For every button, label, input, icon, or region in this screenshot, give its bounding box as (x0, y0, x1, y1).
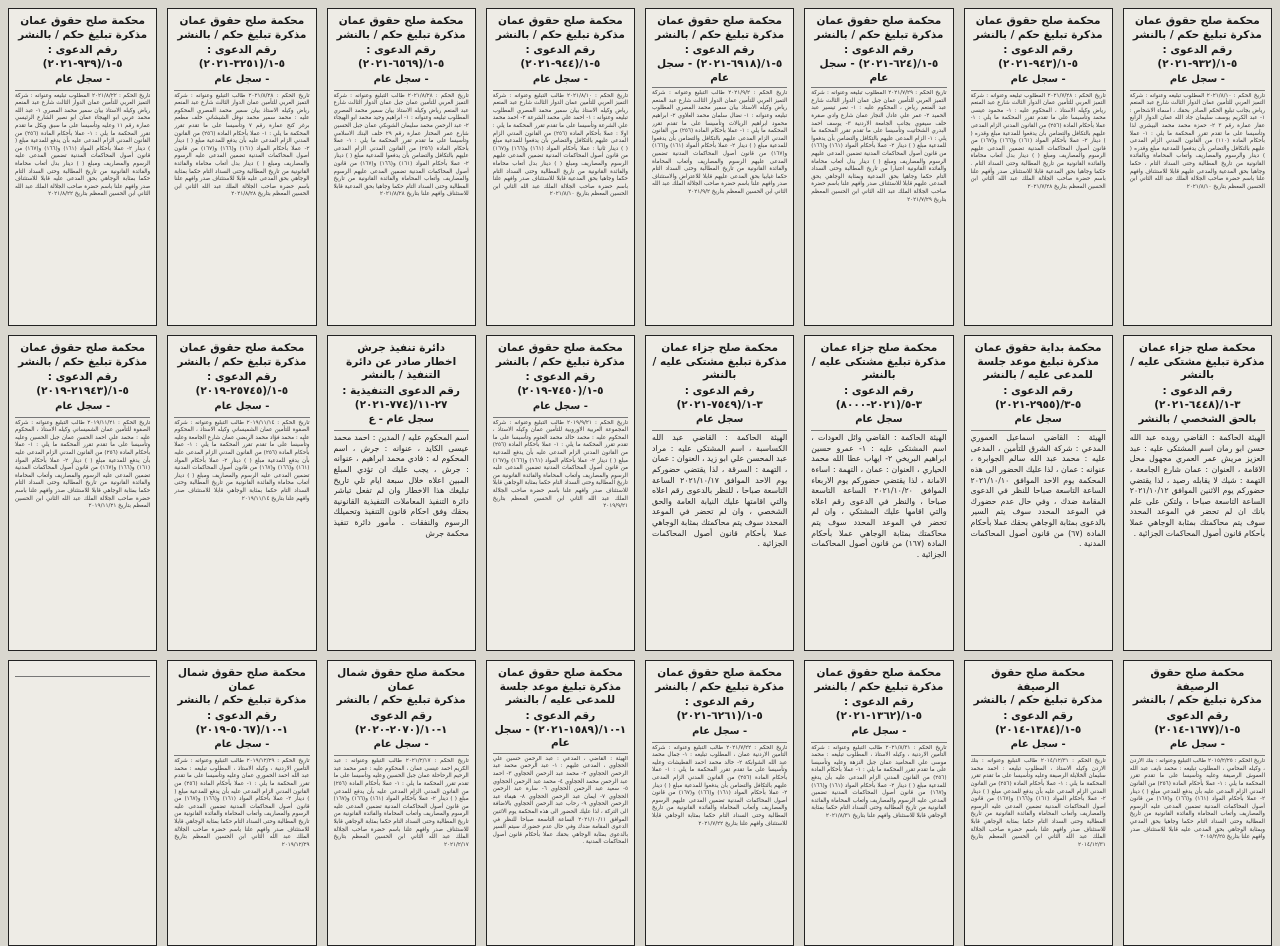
notice-type: مذكرة تبليغ حكم / بالنشر (1132, 28, 1262, 41)
register-label: - سجل عام (1010, 739, 1066, 751)
court-notice-8 (8, 8, 157, 326)
notice-body-text: تاريخ الحكم : ٢٠١٩/١١/٢١ طالب التبليغ وعنوانه : شركة الصفوة للتأمين عمان الشميساني وكيله الاستاذ ، المحكوم عليه : محمد علي احمد الحسن عمان جبل الحسين وعليه وتأسيسا على ما تقدم تقرر المحكمة ما يلي : ١- عملا بأحكام المادة (٢٥٦) من القانون المدني الزام المدعى عليه بأن يدفع للمدعية مبلغ ( ) دينار ٢- عملا بأحكام المواد (١٦١) و(١٦٦) و(١٦٧) من قانون أصول المحاكمات المدنية تضمين المدعى عليه الرسوم والمصاريف وأتعاب المحاماة والفائدة القانونية من تاريخ المطالبة وحتى السداد التام حكما بمثابة الوجاهي قابلا للاستئناف صدر وافهم علنا باسم حضرة صاحب الجلالة الملك عبد الله الثاني ابن الحسين المعظم بتاريخ ٢٠١٩/١١/٢١ (15, 419, 151, 510)
notice-type: مذكرة تبليغ مشتكى عليه / بالنشر (811, 355, 946, 382)
register-label: - سجل عام (1169, 73, 1225, 85)
notice-type: مذكرة تبليغ حكم / بالنشر (655, 680, 785, 693)
court-name: محكمة بداية حقوق عمان (974, 342, 1102, 354)
notice-body-text: تاريخ الحكم : ٢٠٢١/٨/٢٨ طالب التبليغ وعنوانه : شركة التميز العربي للتأمين عمان الدوار الثالث شارع عبد المنعم رياض وكيله الاستاذ بيان سمير محمد المصري المحكوم عليه : محمد سمير محمد نوفل الشيشاني خلف مطعم برغر كنج عمارة رقم ٧ وتأسيسا على ما تقدم تقرر المحكمة ما يلي : ١- عملا بأحكام المادة (٢٥٦) من القانون المدني الزام المدعى عليه بأن يدفع للمدعية مبلغ ( ) دينار ٢- عملا بأحكام المواد (١٦١) و(١٦٦) و(١٦٧) من قانون أصول المحاكمات المدنية تضمين المدعى عليه الرسوم والمصاريف ومبلغ ( ) دينار بدل أتعاب محاماة والفائدة القانونية من تاريخ المطالبة وحتى السداد التام حكما بمثابة الوجاهي بحق المدعى عليه قابلا للاستئناف صدر وافهم علنا باسم حضرة صاحب الجلالة الملك عبد الله الثاني ابن الحسين المعظم بتاريخ ٢٠٢١/٨/٢٨ (174, 92, 310, 198)
court-notice-9 (1123, 335, 1272, 651)
notice-type: مذكرة تبليغ حكم / بالنشر (973, 694, 1103, 707)
case-number: رقم الدعوى : ٥-١/(٦٢٤-٢٠٢١) - سجل عام (819, 44, 939, 84)
divider (1130, 90, 1265, 91)
notice-body-text: الهيئة الحاكمة : القاضي رويده عبد الله حسن ابو رمان اسم المشتكى عليه : عبد العزيز مريش عمر العمري مجهول محل الاقامة ، العنوان : عمان شارع الجامعة ، التهمة : شيك لا يقابله رصيد ، لذا يقتضي حضوركم يوم الاثنين الموافق ٢٠٢١/١٠/١٢ الساعة التاسعة صباحا ، ولتكن على علم بانك ان لم تحضر في الموعد المحدد سوف يتم محاكمتك بمثابة الوجاهي عملا بأحكام قانون أصول المحاكمات الجزائية . (1129, 433, 1265, 538)
court-name: محكمة صلح حقوق عمان (816, 667, 942, 679)
case-number: رقم الدعوى : ١-١٠/(٥٠٦٧-٢٠١٩) (195, 709, 289, 736)
notice-body-text: تاريخ الحكم : ٢٠٢١/٧/٢٨ المطلوب تبليغه وعنوانه : شركة التميز العربي للتأمين عمان الدوار الثالث شارع عبد المنعم رياض وكيله الاستاذ ، المحكوم عليه : ١- محمود عيسى محمد وتأسيسا على ما تقدم تقرر المحكمة ما يلي : ١- عملا بأحكام المادة (٢٥٦) من القانون المدني الزام المدعى عليهم بالتكافل والتضامن بأن يدفعوا للمدعية مبلغ وقدره ( ) دينار ٢- عملا بأحكام المواد (١٦١) و(١٦٦) و(١٦٧) من قانون أصول المحاكمات المدنية تضمين المدعى عليهم الرسوم والمصاريف ومبلغ ( ) دينار بدل أتعاب محاماة والفائدة القانونية من تاريخ المطالبة وحتى السداد التام . حكما وجاهيا بحق المدعية قابلا للاستئناف صدر وأفهم علنا باسم حضرة صاحب الجلالة الملك عبد الله الثاني ابن الحسين المعظم بتاريخ ٢٠٢١/٧/٢٨ (970, 92, 1106, 190)
case-number: رقم الدعوى : ٥-١/(٩٤٣-٢٠٢١) (998, 44, 1079, 70)
court-notice-21 (486, 660, 635, 946)
case-number: رقم الدعوى : ١-١٠/(١٥٨٩-٢٠٢١) - سجل عام (494, 709, 627, 750)
register-label: - سجل عام (214, 73, 270, 85)
case-number: رقم الدعوى : ٥-١/(٩٤٤-٢٠٢١) (520, 44, 601, 70)
notice-body-text: الهيئة الحاكمة : القاضي وائل العودات ، اسم المشتكى عليه : ١- عمرو حسين ابراهيم البريخي ٢- ايهاب عطا الله محمد الحياري ، العنوان : عمان ، التهمة : اساءة الامانة ، لذا يقتضي حضوركم يوم الاربعاء الموافق ٢٠٢١/١٠/٢٠ الساعة التاسعة صباحا ، والنظر في الدعوى رقم اعلاه والتي اقامها عليك المشتكي ، وان لم تحضر في الموعد المحدد سوف يتم محاكمتك بمثابة الوجاهي عملا بأحكام المادة (١٦٧) من قانون أصول المحاكمات الجزائية . (811, 433, 947, 559)
notice-type: مذكرة تبليغ حكم / بالنشر (814, 680, 944, 693)
court-name: محكمة صلح حقوق عمان (497, 342, 623, 354)
notice-body-text: تاريخ الحكم : ٢٠١٩/٩/٢١ طالب التبليغ وعنوانه : شركة المجموعة العربية الاوروبية للتأمين عمان وكيله الاستاذ ، المحكوم عليه : محمد خالد محمد العتوم وتأسيسا على ما تقدم تقرر المحكمة ما يلي : ١- عملا بأحكام المادة (٢٥٦) من القانون المدني الزام المدعى عليه بأن يدفع للمدعية مبلغ ( ) دينار ٢- عملا بأحكام المواد (١٦١) و(١٦٦) و(١٦٧) من قانون أصول المحاكمات المدنية تضمين المدعى عليه الرسوم والمصاريف وأتعاب المحاماة والفائدة القانونية من تاريخ المطالبة وحتى السداد التام حكما بمثابة الوجاهي قابلا للاستئناف صدر وافهم علنا باسم حضرة صاحب الجلالة الملك عبد الله الثاني ابن الحسين المعظم بتاريخ ٢٠١٩/٩/٢١ (492, 419, 628, 510)
court-name: محكمة صلح حقوق عمان (816, 15, 942, 27)
court-notice-22 (327, 660, 476, 946)
notice-type: مذكرة تبليغ حكم / بالنشر (177, 694, 307, 707)
notice-body-text: الهيئة الحاكمة : القاضي عبد الله الكساسبة ، اسم المشتكى عليه : مراد عبد المحسن علي ابو زيد ، العنوان : عمان ، التهمة : السرقة ، لذا يقتضي حضوركم يوم الاحد الموافق ٢٠٢١/١٠/١٧ الساعة التاسعة صباحا ، للنظر بالدعوى رقم اعلاه والتي اقامتها عليك النيابة العامة والحق الشخصي ، وان لم تحضر في الموعد المحدد سوف يتم محاكمتك بمثابة الوجاهي عملا بأحكام قانون أصول المحاكمات الجزائية . (652, 433, 788, 549)
register-label: - سجل عام (373, 73, 429, 85)
court-name: محكمة صلح حقوق عمان (338, 15, 464, 27)
case-number: رقم الدعوى التنفيذية : ٢٧-١١/(٧٧٤-٢٠٢١) (342, 384, 460, 411)
notice-body-text: تاريخ الحكم : ٢٠١٩/١٢/٢٩ طالب التبليغ وعنوانه : شركة التأمين الاردنية ، وكيله الاستاذ ، المطلوب تبليغه : محمد عبد الله احمد الحموري عمان وعليه وتأسيسا على ما تقدم تقرر المحكمة ما يلي : ١- عملا بأحكام المادة (٢٥٦) من القانون المدني الزام المدعى عليه بأن يدفع للمدعية مبلغ ( ) دينار ٢- عملا بأحكام المواد (١٦١) و(١٦٦) و(١٦٧) من قانون أصول المحاكمات المدنية تضمين المدعى عليه الرسوم والمصاريف وأتعاب المحاماة والفائدة القانونية من تاريخ المطالبة وحتى السداد التام حكما بمثابة الوجاهي قابلا للاستئناف صدر وافهم علنا باسم حضرة صاحب الجلالة الملك عبد الله الثاني ابن الحسين المعظم بتاريخ ٢٠١٩/١٢/٢٩ (174, 758, 310, 848)
notice-type: مذكرة تبليغ مشتكى عليه / بالنشر (1130, 355, 1265, 382)
divider (334, 755, 469, 756)
notice-body-text: اسم المحكوم عليه / المدين : احمد محمد عيسى الكايد ، عنوانه : جرش ، اسم المحكوم له : فادي محمد ابراهيم ، عنوانه : جرش ، يجب عليك ان تؤدي المبلغ المبين اعلاه خلال سبعة ايام تلي تاريخ تبليغك هذا الاخطار وان لم تفعل تباشر دائرة التنفيذ المعاملات التنفيذية القانونية بحقك وفق احكام قانون التنفيذ وتحميلك الرسوم والنفقات . مأمور دائرة تنفيذ محكمة جرش (333, 433, 469, 538)
case-number: رقم الدعوى : ٣-١/(٧٥٤٩-٢٠٢١) (676, 384, 763, 411)
court-name: محكمة صلح حقوق عمان (1134, 15, 1260, 27)
court-notice-3 (804, 8, 953, 326)
divider (493, 90, 628, 91)
case-number: رقم الدعوى : ٥-١/(١٣٦٢-٢٠٢١) (835, 696, 923, 722)
notice-type: مذكرة تبليغ حكم / بالنشر (495, 28, 625, 41)
divider (1130, 755, 1265, 756)
court-name: محكمة صلح حقوق عمان (20, 15, 145, 27)
court-notice-6 (327, 8, 476, 326)
divider (652, 430, 787, 431)
divider (493, 417, 628, 418)
notice-type: مذكرة تبليغ حكم / بالنشر (177, 28, 307, 41)
divider (15, 90, 150, 91)
court-notice-19 (804, 660, 953, 946)
notice-body-text: الهيئة : القاضي ، المدعي : عبد الرحمن حسين علي الحجاوي ، المدعى عليهم : ١- عبد الرحمن محمد عبد الرحمن الحجاوي ٢- محمد عبد الرحمن الحجاوي ٣- احمد عبد الرحمن محمد الحجاوي ٤- محمد عبد الرحمن الحجاوي ٥- سعيد عبد الرحمن الحجاوي ٦- سارة عبد الرحمن الحجاوي ٧- ايمان عبد الرحمن الحجاوي ٨- هيفاء عبد الرحمن الحجاوي ٩- رحاب عبد الرحمن الحجاوي بالاضافة الى التركة ، لذا عليك الحضور الى هذه المحكمة يوم الاثنين الموافق ٢٠٢١/١٠/١١ الساعة التاسعة صباحا للنظر في الدعوى المقامة ضدك وفي حال عدم حضورك سيتم السير بالدعوى بمثابة الوجاهي بحقك عملا بأحكام قانون أصول المحاكمات المدنية . (492, 755, 628, 846)
register-label: - سجل عام (55, 400, 111, 412)
notice-type: مذكرة تبليغ حكم / بالنشر (495, 355, 625, 368)
notice-type: مذكرة تبليغ حكم / بالنشر (655, 28, 785, 41)
divider (652, 87, 787, 88)
notice-type: مذكرة تبليغ حكم / بالنشر (814, 28, 944, 41)
court-notice-23 (167, 660, 316, 946)
notice-type: مذكرة تبليغ حكم / بالنشر (177, 355, 307, 368)
court-name: محكمة صلح حقوق الرصيفة (991, 667, 1086, 693)
court-name: محكمة صلح حقوق عمان (497, 15, 623, 27)
court-notice-15 (167, 335, 316, 651)
court-notice-16 (8, 335, 157, 651)
divider (174, 417, 309, 418)
court-notice-20 (645, 660, 794, 946)
case-number: رقم الدعوى : ٥-١/(٩٣٢-٢٠٢١) (1157, 44, 1238, 70)
case-number: رقم الدعوى : ٥-١/(٩٣٩-٢٠٢١) (42, 44, 123, 70)
case-number: رقم الدعوى ١-١٠/(٢٠٧٠-٢٠٢٠) (354, 709, 448, 736)
divider (652, 742, 787, 743)
case-number: رقم الدعوى : ٥-١/(٧٤٥٠-٢٠١٩) (517, 371, 604, 397)
divider (971, 430, 1106, 431)
court-name: محكمة صلح جزاء عمان (661, 342, 778, 354)
court-name: محكمة صلح حقوق شمال عمان (177, 667, 306, 693)
divider (493, 753, 628, 754)
case-number: رقم الدعوى : ٥-١/(٢١٩٤٣-٢٠١٩) (36, 371, 129, 397)
court-notice-2 (964, 8, 1113, 326)
notice-type: اخطار صادر عن دائرة التنفيذ / بالنشر (346, 355, 457, 382)
divider (1130, 430, 1265, 431)
divider (334, 430, 469, 431)
register-label: - سجل عام (532, 400, 588, 412)
register-label: - سجل عام (1169, 739, 1225, 751)
notice-body-text: تاريخ الحكم : ٢٠١٥/٢/٢٥ طالب التبليغ وعنوانه : بنك الاردن ، وكيله المحامي ، المطلوب تبليغه : محمد نايف عبد الله العموش الرصيفة وعليه وتأسيسا على ما تقدم تقرر المحكمة ما يلي : ١- عملا بأحكام المادة (٢٥٦) من القانون المدني الزام المدعى عليه بأن يدفع للمدعي مبلغ ( ) دينار ٢- عملا بأحكام المواد (١٦١) و(١٦٦) و(١٦٧) من قانون أصول المحاكمات المدنية تضمين المدعى عليه الرسوم والمصاريف وأتعاب المحاماة والفائدة القانونية من تاريخ المطالبة وحتى السداد التام حكما وجاهيا بحق المدعي وبمثابة الوجاهي بحق المدعى عليه قابلا للاستئناف صدر وافهم علنا بتاريخ ٢٠١٥/٢/٢٥ (1129, 758, 1265, 841)
notice-type: مذكرة تبليغ حكم / بالنشر (336, 28, 466, 41)
case-number: رقم الدعوى : ٥-١/(٦٢٦١-٢٠٢١) (676, 696, 763, 722)
court-notice-14 (327, 335, 476, 651)
court-notice-12 (645, 335, 794, 651)
court-name: محكمة صلح حقوق عمان (657, 15, 782, 27)
register-label: بالحق الشخصي / بالنشر (1138, 414, 1257, 426)
court-notice-11 (804, 335, 953, 651)
divider (971, 90, 1106, 91)
court-name: دائرة تنفيذ جرش (357, 342, 445, 354)
case-number: رقم الدعوى : ٥-١/(٦٥٦٩-٢٠٢١) (357, 44, 445, 70)
notice-type: مذكرة تبليغ حكم / بالنشر (973, 28, 1103, 41)
court-notice-17 (1123, 660, 1272, 946)
court-name: محكمة صلح حقوق عمان (179, 15, 305, 27)
notice-body-text: الهيئة : القاضي اسماعيل العموري المدعي : شركة الشرق للتأمين ، المدعى عليه : محمد عبد الله سالم الجوابرة ، عنوانه : عمان ، لذا عليك الحضور الى هذه المحكمة يوم الاحد الموافق ٢٠٢١/١٠/١٠ الساعة التاسعة صباحا للنظر في الدعوى المقامة ضدك ، وفي حال عدم حضورك في الموعد المحدد سوف يتم السير بالدعوى بمثابة الوجاهي بحقك عملا بأحكام المادة (٦٧) من قانون أصول المحاكمات المدنية . (970, 433, 1106, 549)
case-number: رقم الدعوى : ٣-١/(٦٤٤٨-٢٠٢١) (1154, 384, 1241, 411)
register-label: سجل عام - ع (368, 414, 434, 426)
case-number: رقم الدعوى : ٥-١/(٢٥٧٤٥-٢٠١٩) (195, 371, 289, 397)
divider (811, 742, 946, 743)
divider (15, 676, 150, 677)
court-name: محكمة صلح جزاء عمان (1139, 342, 1256, 354)
court-notice-24 (8, 660, 157, 946)
court-name: محكمة صلح جزاء عمان (820, 342, 938, 354)
divider (811, 87, 946, 88)
notice-type: مذكرة تبليغ موعد جلسة للمدعى عليه / بالنشر (499, 680, 622, 707)
notice-type: مذكرة تبليغ مشتكى عليه / بالنشر (652, 355, 787, 382)
register-label: سجل عام (1014, 414, 1062, 426)
divider (174, 90, 309, 91)
register-label: - سجل عام (851, 725, 907, 737)
court-name: محكمة صلح حقوق شمال عمان (337, 667, 466, 693)
notice-body-text: تاريخ الحكم : ٢٠٢١/٨/٢٨ طالب التبليغ وعنوانه : شركة التميز العربي للتأمين عمان جبل عمان الدوار الثالث شارع عبد المنعم رياض وكيله الاستاذ بيان سمير محمد المصري المطلوب تبليغه وعنوانه : ١- ابراهيم وحيد محمد ابو الهيجاء ٢- عبد الرحمن محمد سليمان الشوبكي عمان جبل الحسين شارع عمر المختار عمارة رقم ٢٩ خلف البنك الاسلامي وتأسيسا على ما تقدم تقرر المحكمة ما يلي : ١- عملا بأحكام المادة (٢٥٦) من القانون المدني الزام المدعى عليهم بالتكافل والتضامن بأن يدفعوا للمدعية مبلغ ( ) دينار ٢- عملا بأحكام المواد (١٦١) و(١٦٦) و(١٦٧) من قانون أصول المحاكمات المدنية تضمين المدعى عليهم الرسوم والمصاريف وأتعاب المحاماة والفائدة القانونية من تاريخ المطالبة وحتى السداد التام حكما وجاهيا بحق المدعية قابلا للاستئناف وافهم علنا بتاريخ ٢٠٢١/٨/٢٨ (333, 92, 469, 198)
notice-body-text: تاريخ الحكم : ٢٠٢١/٧/٢٩ المطلوب تبليغه وعنوانه : شركة التميز العربي للتأمين عمان جبل عمان الدوار الثالث شارع عبد المنعم رياض ، المحكوم عليه : ١- نصر تيسير عبد الحميد ٢- عمر علي عادل النجار عمان شارع وادي صقرة خلف سيفوي بجانب الجامعة الاردنية ٣- يوسف احمد البدري الشحاتيت وتأسيسا على ما تقدم تقرر المحكمة ما يلي : ١- الزام المدعى عليهم بالتكافل والتضامن بأن يدفعوا للمدعية مبلغ ( ) دينار ٢- عملا بأحكام المواد (١٦١) و(١٦٦) من قانون أصول المحاكمات المدنية تضمين المدعى عليهم الرسوم والمصاريف ومبلغ ( ) دينار بدل أتعاب محاماة والفائدة القانونية اعتبارا من تاريخ المطالبة وحتى السداد التام حكما وجاهيا بحق المدعية وبمثابة الوجاهي بحق المدعى عليهم قابلا للاستئناف صدر وافهم علنا باسم حضرة صاحب الجلالة الملك عبد الله الثاني ابن الحسين المعظم بتاريخ ٢٠٢١/٧/٢٩ (811, 90, 947, 203)
notice-body-text: تاريخ الحكم : ٢٠٢١/٧/٢٢ طالب التبليغ وعنوانه : شركة التأمين الاردنية عمان ، المطلوب تبليغه : ١- جمال محمد عبد الله الشوابكة ٢- خالد محمد احمد القطيشات وعليه وتأسيسا على ما تقدم تقرر المحكمة ما يلي : ١- عملا بأحكام المادة (٢٥٦) من القانون المدني الزام المدعى عليهم بالتكافل والتضامن بأن يدفعوا للمدعية مبلغ ( ) دينار ٢- عملا بأحكام المواد (١٦١) و(١٦٦) و(١٦٧) من قانون أصول المحاكمات المدنية تضمين المدعى عليهم الرسوم والمصاريف وأتعاب المحاماة والفائدة القانونية من تاريخ المطالبة وحتى السداد التام حكما بمثابة الوجاهي قابلا للاستئناف وافهم علنا بتاريخ ٢٠٢١/٧/٢٢ (652, 744, 788, 827)
court-name: محكمة صلح حقوق عمان (975, 15, 1101, 27)
notice-type: مذكرة تبليغ موعد جلسة للمدعى عليه / بالنشر (977, 355, 1099, 382)
court-name: محكمة صلح حقوق عمان (179, 342, 305, 354)
notice-body-text: تاريخ الحكم : ٢٠٢١/٨/١٠ المطلوب تبليغه وعنوانه : شركة التميز العربي للتأمين عمان الدوار الثالث شارع عبد المنعم رياض بجانب تبليغ الحكم الصادر بحقك ، اسماء الاشخاص : ١- عبد الكريم يوسف سليمان جاد الله عمان الدوار الرابع عقار عمارة رقم ٣ ٢- حمزة محمد محمد البيشري لذا وتأسيسا على ما تقدم تقرر المحكمة ما يلي : ١- عملا بأحكام المادة (١١٠) من القانون المدني الزام المدعى عليهم بالتكافل والتضامن بأن يدفعوا للمدعية مبلغ وقدره ( ) دينار والرسوم والمصاريف وأتعاب المحاماة وبالفائدة القانونية من تاريخ المطالبة وحتى السداد التام ، حكما وجاهيا بحق المدعية والمدعى عليهم قابلا للاستئناف وافهم علنا باسم حضرة صاحب الجلالة الملك عبد الله الثاني ابن الحسين المعظم بتاريخ ٢٠٢١/٨/١٠ (1129, 92, 1265, 190)
register-label: - سجل عام (214, 400, 270, 412)
case-number: رقم الدعوى : ٥-٣/(٢٩٥٥-٢٠٢١) (994, 384, 1082, 411)
register-label: - سجل عام (373, 739, 429, 751)
court-name: محكمة صلح حقوق عمان (497, 667, 623, 679)
court-notice-18 (964, 660, 1113, 946)
case-number: رقم الدعوى : ٥-١/(٦٩١٨-٢٠٢١) - سجل عام (657, 44, 783, 84)
notice-body-text: تاريخ الحكم : ٢٠١٩/١١/١٤ طالب التبليغ وعنوانه : شركة الصفوة للتأمين عمان الشميساني وكيله الاستاذ ، المحكوم عليه : محمد فؤاد محمد الربضي عمان شارع الجامعة وعليه وتأسيسا على ما تقدم تقرر المحكمة ما يلي : ١- عملا بأحكام المادة (٢٥٦) من القانون المدني الزام المدعى عليه بأن يدفع للمدعية مبلغ ( ) دينار ٢- عملا بأحكام المواد (١٦١) و(١٦٦) و(١٦٧) من قانون أصول المحاكمات المدنية تضمين المدعى عليه الرسوم والمصاريف ومبلغ ( ) دينار أتعاب محاماة والفائدة القانونية من تاريخ المطالبة وحتى السداد التام حكما بمثابة الوجاهي قابلا للاستئناف صدر وافهم علنا بتاريخ ٢٠١٩/١١/١٤ (174, 419, 310, 502)
court-notice-1 (1123, 8, 1272, 326)
notice-type: مذكرة تبليغ حكم / بالنشر (1132, 694, 1262, 707)
register-label: - سجل عام (55, 73, 111, 85)
notice-body-text: تاريخ الحكم : ٢٠٢١/٩/٢ طالب التبليغ وعنوانه : شركة التميز العربي للتأمين عمان الدوار الثالث شارع عبد المنعم رياض وكيله الاستاذ بيان سمير محمد المصري المطلوب تبليغه وعنوانه : ١- نضال سلمان محمد العلاوي ٢- ابراهيم محمود ابراهيم الريالات وتأسيسا على ما تقدم تقرر المحكمة ما يلي : ١- عملا بأحكام المادة (٢٥٦) من القانون المدني الزام المدعى عليهم بالتكافل والتضامن بأن يدفعوا للمدعية مبلغ ( ) دينار ٢- عملا بأحكام المواد (١٦١) و(١٦٦) و(١٦٧) من قانون أصول المحاكمات المدنية تضمين المدعى عليهم الرسوم والمصاريف وأتعاب المحاماة والفائدة القانونية من تاريخ المطالبة وحتى السداد التام حكما غيابيا بحق المدعى عليهم قابلا للاعتراض والاستئناف صدر وافهم علنا باسم حضرة صاحب الجلالة الملك عبد الله الثاني ابن الحسين المعظم بتاريخ ٢٠٢١/٩/٢ (652, 90, 788, 195)
register-label: - سجل عام (692, 725, 748, 737)
register-label: سجل عام (695, 414, 744, 426)
case-number: رقم الدعوى ٥-١/(١٦٧٧-٢٠١٤) (1154, 709, 1241, 736)
case-number: رقم الدعوى : ٣-٥/(٢٠٢١-٨٠٠٠) (835, 384, 923, 411)
divider (174, 755, 309, 756)
notice-body-text: تاريخ الحكم : ٢٠١٤/١٢/٣١ طالب التبليغ وعنوانه : بنك الاردن وكيله الاستاذ ، المطلوب تبليغه : احمد محمد سليمان الخلايلة الرصيفة وعليه وتأسيسا على ما تقدم تقرر المحكمة ما يلي : ١- عملا بأحكام المادة (٢٥٦) من القانون المدني الزام المدعى عليه بأن يدفع للمدعي مبلغ ( ) دينار ٢- عملا بأحكام المواد (١٦١) و(١٦٦) و(١٦٧) من قانون أصول المحاكمات المدنية تضمين المدعى عليه الرسوم والمصاريف وأتعاب المحاماة والفائدة القانونية من تاريخ المطالبة وحتى السداد التام حكما بمثابة الوجاهي قابلا للاستئناف صدر وافهم علنا باسم حضرة صاحب الجلالة الملك عبد الله الثاني ابن الحسين المعظم بتاريخ ٢٠١٤/١٢/٣١ (970, 758, 1106, 848)
notice-body-text: تاريخ الحكم : ٢٠٢١/٨/٢٢ المطلوب تبليغه وعنوانه : شركة التميز العربي للتأمين عمان الدوار الثالث شارع عبد المنعم رياض وكيله الاستاذ بيان سمير محمد المصري ١- عبد الله محمد عربي ابو الهيجاء عمان ابو نصير الشارع الرئيسي عمارة رقم ١١ وعليه وتأسيسا على ما سبق وبكل ما تقدم تقرر المحكمة ما يلي : ١- عملا بأحكام المادة (٢٥٦) من القانون المدني الزام المدعى عليه بأن يدفع للمدعية مبلغ ( ) دينار ٢- عملا بأحكام المواد (١٦١) و(١٦٦) و(١٦٧) من قانون أصول المحاكمات المدنية تضمين المدعى عليه الرسوم والمصاريف ومبلغ ( ) دينار بدل أتعاب محاماة والفائدة القانونية من تاريخ المطالبة وحتى السداد التام حكما بمثابة الوجاهي بحق المدعى عليه قابلا للاستئناف صدر وافهم علنا باسم حضرة صاحب الجلالة الملك عبد الله الثاني ابن الحسين المعظم بتاريخ ٢٠٢١/٨/٢٢ (15, 92, 151, 198)
court-name: محكمة صلح حقوق الرصيفة (1150, 667, 1245, 693)
notice-body-text: تاريخ الحكم : ٢٠٢١/٢/١٧ طالب التبليغ وعنوانه : عبد الكريم احمد عيسى عمان ، المحكوم عليه : عمر محمد عبد الرحيم الرحاحلة عمان جبل الحسين وعليه وتأسيسا على ما تقدم تقرر المحكمة ما يلي : ١- عملا بأحكام المادة (٢٥٦) من القانون المدني الزام المدعى عليه بأن يدفع للمدعي مبلغ ( ) دينار ٢- عملا بأحكام المواد (١٦١) و(١٦٦) و(١٦٧) من قانون أصول المحاكمات المدنية تضمين المدعى عليه الرسوم والمصاريف وأتعاب المحاماة والفائدة القانونية من تاريخ المطالبة وحتى السداد التام حكما بمثابة الوجاهي قابلا للاستئناف صدر وافهم علنا باسم حضرة صاحب الجلالة الملك عبد الله الثاني ابن الحسين المعظم بتاريخ ٢٠٢١/٢/١٧ (333, 758, 469, 848)
court-name: محكمة صلح حقوق عمان (657, 667, 782, 679)
notice-type: مذكرة تبليغ حكم / بالنشر (18, 355, 148, 368)
register-label: - سجل عام (1010, 73, 1066, 85)
court-notice-10 (964, 335, 1113, 651)
court-notice-7 (167, 8, 316, 326)
court-notice-5 (486, 8, 635, 326)
notice-type: مذكرة تبليغ حكم / بالنشر (18, 28, 148, 41)
register-label: - سجل عام (532, 73, 588, 85)
case-number: رقم الدعوى : ٥-١/(١٣٨٤-٢٠١٤) (994, 709, 1082, 736)
register-label: - سجل عام (214, 739, 270, 751)
notice-body-text: تاريخ الحكم : ٢٠٢١/٨/٣١ طالب التبليغ وعنوانه : شركة التأمين الاردنية ، وكيله الاستاذ ، المطلوب تبليغه : محمد موسى علي المحاميد عمان جبل النزهة وعليه وتأسيسا على ما تقدم تقرر المحكمة ما يلي : ١- عملا بأحكام المادة (٢٥٦) من القانون المدني الزام المدعى عليه بأن يدفع للمدعية مبلغ ( ) دينار ٢- عملا بأحكام المواد (١٦١) و(١٦٦) و(١٦٧) من قانون أصول المحاكمات المدنية تضمين المدعى عليه الرسوم والمصاريف وأتعاب المحاماة والفائدة القانونية من تاريخ المطالبة وحتى السداد التام حكما بمثابة الوجاهي قابلا للاستئناف وافهم علنا بتاريخ ٢٠٢١/٨/٣١ (811, 744, 947, 819)
court-notice-4 (645, 8, 794, 326)
divider (15, 417, 150, 418)
divider (811, 430, 946, 431)
divider (971, 755, 1106, 756)
notice-body-text (15, 679, 150, 941)
court-name: محكمة صلح حقوق عمان (20, 342, 145, 354)
court-notice-13 (486, 335, 635, 651)
case-number: رقم الدعوى : ٥-١/(٣٢٥١-٢٠٢١) (198, 44, 286, 70)
notice-type: مذكرة تبليغ حكم / بالنشر (336, 694, 466, 707)
divider (334, 90, 469, 91)
register-label: سجل عام (855, 414, 903, 426)
notice-body-text: تاريخ الحكم : ٢٠٢١/٨/١٠ طالب التبليغ وعنوانه : شركة التميز العربي للتأمين عمان الدوار الثالث شارع عبد المنعم رياض وكيله الاستاذ بيان سمير محمد المصري المطلوب تبليغه وعنوانه : ١- احمد علي محمد الشرعة ٢- احمد محمد علي الشرعة وتأسيسا على ما تقدم تقرر المحكمة ما يلي : اولا : عملا بأحكام المادة (٢٥٦) من القانون المدني الزام المدعى عليهم بالتكافل والتضامن بأن يدفعوا للمدعية مبلغ ( ) دينار ثانيا : عملا بأحكام المواد (١٦١) و(١٦٦) و(١٦٧) من قانون أصول المحاكمات المدنية تضمين المدعى عليهم الرسوم والمصاريف ومبلغ ( ) دينار بدل أتعاب محاماة والفائدة القانونية من تاريخ المطالبة وحتى السداد التام حكما وجاهيا بحق المدعية قابلا للاستئناف صدر وافهم علنا باسم حضرة صاحب الجلالة الملك عبد الله الثاني ابن الحسين المعظم بتاريخ ٢٠٢١/٨/١٠ (492, 92, 628, 198)
